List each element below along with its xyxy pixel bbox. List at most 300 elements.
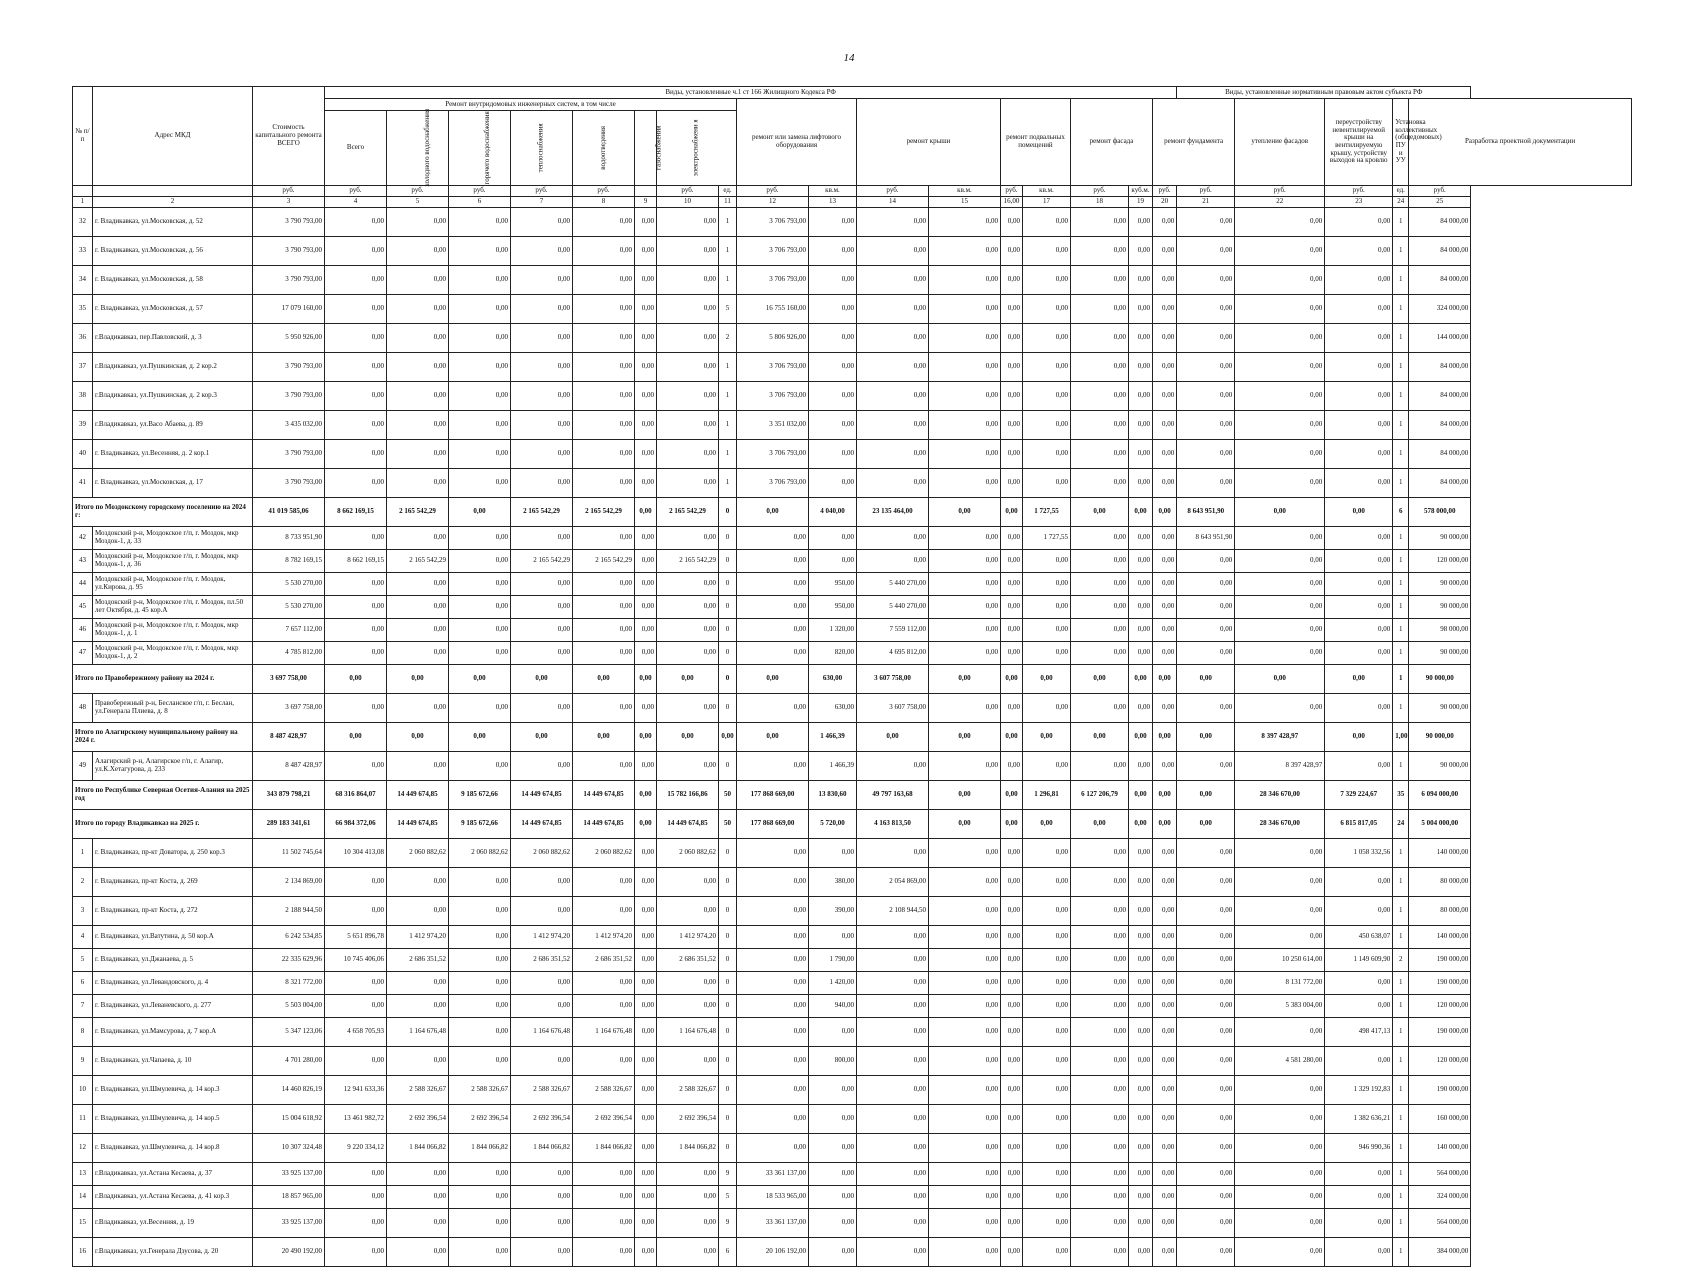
value-cell: 0,00: [449, 573, 511, 596]
value-cell: 0,00: [1177, 694, 1235, 723]
value-cell: 0,00: [449, 723, 511, 752]
value-cell: 0,00: [857, 208, 929, 237]
column-number-cell: 25: [1409, 197, 1471, 208]
value-cell: 0,00: [1235, 1238, 1325, 1267]
value-cell: 9 185 672,66: [449, 810, 511, 839]
value-cell: 8 131 772,00: [1235, 972, 1325, 995]
unit-cell-empty: [93, 186, 253, 197]
value-cell: 0,00: [449, 619, 511, 642]
value-cell: 0,00: [1129, 642, 1153, 665]
value-cell: 2 060 882,62: [387, 839, 449, 868]
value-cell: 0,00: [1023, 949, 1071, 972]
table-row: [73, 353, 1632, 382]
value-cell: 0,00: [325, 642, 387, 665]
value-cell: 6 242 534,85: [253, 926, 325, 949]
header-num: № п/п: [73, 87, 93, 186]
row-number: 39: [73, 411, 93, 440]
value-cell: 0,00: [449, 295, 511, 324]
row-address: Моздокский р-н, Моздокское г/п, г. Моздок, мкр Моздок-1, д. 33: [93, 527, 253, 550]
value-cell: 1 382 636,21: [1325, 1105, 1393, 1134]
row-number: 15: [73, 1209, 93, 1238]
value-cell: 1: [719, 353, 737, 382]
value-cell: 0,00: [809, 926, 857, 949]
value-cell: 0,00: [1071, 897, 1129, 926]
value-cell: 0,00: [1177, 1163, 1235, 1186]
row-address: г. Владикавказ, ул.Весенняя, д. 2 кор.1: [93, 440, 253, 469]
value-cell: 0,00: [1023, 550, 1071, 573]
value-cell: 0,00: [809, 295, 857, 324]
value-cell: 0,00: [657, 995, 719, 1018]
row-number: 47: [73, 642, 93, 665]
value-cell: 0,00: [857, 237, 929, 266]
value-cell: 0,00: [573, 642, 635, 665]
value-cell: 2 686 351,52: [511, 949, 573, 972]
value-cell: 0,00: [387, 1238, 449, 1267]
capital-repair-table: [72, 86, 1632, 1267]
row-number: 35: [73, 295, 93, 324]
value-cell: 0,00: [737, 897, 809, 926]
value-cell: 0,00: [1023, 868, 1071, 897]
value-cell: 0,00: [929, 440, 1001, 469]
value-cell: 5 004 000,00: [1409, 810, 1471, 839]
value-cell: 0,00: [387, 411, 449, 440]
value-cell: 0,00: [809, 440, 857, 469]
value-cell: 0,00: [1153, 1134, 1177, 1163]
value-cell: 84 000,00: [1409, 440, 1471, 469]
value-cell: 0,00: [1325, 596, 1393, 619]
row-address: Алагирский р-н, Алагирское г/п, г. Алагир, ул.К.Хетагурова, д. 233: [93, 752, 253, 781]
value-cell: 6: [719, 1238, 737, 1267]
column-number-cell: 16,00: [1001, 197, 1023, 208]
row-number: 34: [73, 266, 93, 295]
subtotal-label: Итого по Алагирскому муниципальному району на 2024 г.: [73, 723, 253, 752]
value-cell: 8 397 428,97: [1235, 723, 1325, 752]
row-number: 33: [73, 237, 93, 266]
value-cell: 0,00: [449, 498, 511, 527]
value-cell: 950,00: [809, 596, 857, 619]
value-cell: 0,00: [1129, 411, 1153, 440]
table-row: [73, 1047, 1632, 1076]
value-cell: 1 420,00: [809, 972, 857, 995]
column-numbers-row: [73, 197, 1632, 208]
value-cell: 0,00: [1177, 972, 1235, 995]
value-cell: 0,00: [737, 642, 809, 665]
row-number: 41: [73, 469, 93, 498]
value-cell: 0,00: [1129, 1076, 1153, 1105]
value-cell: 0,00: [1235, 237, 1325, 266]
value-cell: 0,00: [1001, 237, 1023, 266]
value-cell: 14 449 674,85: [387, 810, 449, 839]
value-cell: 0,00: [857, 1105, 929, 1134]
table-row: [73, 208, 1632, 237]
value-cell: 0,00: [325, 266, 387, 295]
value-cell: 0,00: [511, 573, 573, 596]
value-cell: 0,00: [857, 1076, 929, 1105]
value-cell: 0,00: [511, 1163, 573, 1186]
value-cell: 0,00: [387, 752, 449, 781]
value-cell: 0,00: [573, 694, 635, 723]
value-cell: 0,00: [387, 642, 449, 665]
value-cell: 177 868 669,00: [737, 781, 809, 810]
value-cell: 0,00: [573, 266, 635, 295]
value-cell: 0,00: [657, 694, 719, 723]
value-cell: 9: [719, 1163, 737, 1186]
value-cell: 0,00: [387, 324, 449, 353]
value-cell: 3 790 793,00: [253, 440, 325, 469]
value-cell: 3 706 793,00: [737, 353, 809, 382]
value-cell: 0,00: [657, 1238, 719, 1267]
value-cell: 0,00: [929, 1076, 1001, 1105]
header-design: Разработка проектной документации: [1409, 99, 1632, 186]
value-cell: 23 135 464,00: [857, 498, 929, 527]
value-cell: 0,00: [809, 469, 857, 498]
value-cell: 0,00: [1177, 573, 1235, 596]
value-cell: 0,00: [1023, 295, 1071, 324]
value-cell: 0,00: [1001, 1163, 1023, 1186]
row-number: 43: [73, 550, 93, 573]
value-cell: 0,00: [1023, 1163, 1071, 1186]
value-cell: 5 720,00: [809, 810, 857, 839]
unit-cell: руб.: [857, 186, 929, 197]
value-cell: 28 346 670,00: [1235, 781, 1325, 810]
unit-cell: руб.: [253, 186, 325, 197]
value-cell: 0,00: [1129, 949, 1153, 972]
value-cell: 0,00: [573, 1238, 635, 1267]
value-cell: 0,00: [573, 1186, 635, 1209]
value-cell: 950,00: [809, 573, 857, 596]
value-cell: 50: [719, 810, 737, 839]
value-cell: 2 165 542,29: [657, 498, 719, 527]
value-cell: 0,00: [325, 972, 387, 995]
value-cell: 0,00: [1129, 897, 1153, 926]
value-cell: 564 000,00: [1409, 1163, 1471, 1186]
value-cell: 0,00: [1153, 972, 1177, 995]
value-cell: 0,00: [1001, 1209, 1023, 1238]
value-cell: 0,00: [387, 897, 449, 926]
value-cell: 0,00: [737, 1047, 809, 1076]
value-cell: 0,00: [737, 550, 809, 573]
value-cell: 0,00: [325, 596, 387, 619]
value-cell: 0,00: [511, 324, 573, 353]
column-number-cell: 24: [1393, 197, 1409, 208]
value-cell: 0,00: [573, 665, 635, 694]
row-address: г. Владикавказ, ул.Джанаева, д. 5: [93, 949, 253, 972]
unit-cell: кв.м.: [809, 186, 857, 197]
value-cell: 14 460 826,19: [253, 1076, 325, 1105]
value-cell: 49 797 163,68: [857, 781, 929, 810]
value-cell: 0,00: [737, 1018, 809, 1047]
column-number-cell: 11: [719, 197, 737, 208]
value-cell: 0,00: [929, 972, 1001, 995]
value-cell: 3 790 793,00: [253, 353, 325, 382]
value-cell: 0,00: [573, 237, 635, 266]
value-cell: 0,00: [573, 972, 635, 995]
value-cell: 1: [1393, 926, 1409, 949]
value-cell: 0,00: [1153, 353, 1177, 382]
value-cell: 33 925 137,00: [253, 1209, 325, 1238]
value-cell: 84 000,00: [1409, 382, 1471, 411]
value-cell: 1: [1393, 1163, 1409, 1186]
value-cell: 0,00: [635, 868, 657, 897]
value-cell: 0,00: [449, 1209, 511, 1238]
value-cell: 0,00: [809, 1105, 857, 1134]
value-cell: 1 320,00: [809, 619, 857, 642]
value-cell: 10 250 614,00: [1235, 949, 1325, 972]
value-cell: 0,00: [1129, 752, 1153, 781]
value-cell: 0,00: [1001, 353, 1023, 382]
table-row: [73, 642, 1632, 665]
value-cell: 2 165 542,29: [573, 498, 635, 527]
column-number-cell: 19: [1129, 197, 1153, 208]
value-cell: 1 727,55: [1023, 498, 1071, 527]
unit-cell: куб.м.: [1129, 186, 1153, 197]
row-number: 10: [73, 1076, 93, 1105]
value-cell: 0,00: [1129, 1047, 1153, 1076]
value-cell: 0,00: [387, 469, 449, 498]
value-cell: 0,00: [573, 1163, 635, 1186]
value-cell: 0,00: [1177, 839, 1235, 868]
value-cell: 3 607 758,00: [857, 694, 929, 723]
value-cell: 0,00: [1153, 781, 1177, 810]
table-row: [73, 839, 1632, 868]
value-cell: 0,00: [449, 972, 511, 995]
value-cell: 0,00: [657, 1186, 719, 1209]
value-cell: 0,00: [1177, 949, 1235, 972]
value-cell: 0,00: [929, 573, 1001, 596]
value-cell: 0,00: [449, 208, 511, 237]
value-cell: 0,00: [1325, 642, 1393, 665]
value-cell: 0,00: [737, 949, 809, 972]
row-address: г. Владикавказ, пр-кт Доватора, д. 250 кор.3: [93, 839, 253, 868]
unit-cell: ед.: [719, 186, 737, 197]
row-address: г. Владикавказ, пр-кт Коста, д. 272: [93, 897, 253, 926]
value-cell: 0,00: [857, 752, 929, 781]
value-cell: 8 397 428,97: [1235, 752, 1325, 781]
value-cell: 0,00: [635, 208, 657, 237]
value-cell: 0,00: [1325, 382, 1393, 411]
value-cell: 190 000,00: [1409, 972, 1471, 995]
value-cell: 0,00: [809, 1209, 857, 1238]
value-cell: 0,00: [1325, 1047, 1393, 1076]
value-cell: 946 990,36: [1325, 1134, 1393, 1163]
value-cell: 8 643 951,90: [1177, 527, 1235, 550]
value-cell: 0,00: [737, 995, 809, 1018]
column-number-cell: 15: [929, 197, 1001, 208]
value-cell: 0,00: [387, 1209, 449, 1238]
value-cell: 0: [719, 868, 737, 897]
value-cell: 0,00: [449, 353, 511, 382]
value-cell: 0,00: [1177, 1105, 1235, 1134]
table-row: [73, 995, 1632, 1018]
value-cell: 0,00: [1071, 498, 1129, 527]
value-cell: 0,00: [325, 665, 387, 694]
value-cell: 0,00: [573, 324, 635, 353]
value-cell: 0,00: [1325, 469, 1393, 498]
value-cell: 1: [1393, 411, 1409, 440]
value-cell: 0,00: [573, 723, 635, 752]
value-cell: 0: [719, 573, 737, 596]
table-row: [73, 573, 1632, 596]
value-cell: 0: [719, 1018, 737, 1047]
value-cell: 0,00: [449, 665, 511, 694]
value-cell: 1 844 066,82: [657, 1134, 719, 1163]
value-cell: 0,00: [511, 527, 573, 550]
value-cell: 3 706 793,00: [737, 382, 809, 411]
value-cell: 6 094 000,00: [1409, 781, 1471, 810]
value-cell: 0,00: [449, 868, 511, 897]
row-address: г. Владикавказ, ул.Леваневского, д. 277: [93, 995, 253, 1018]
value-cell: 0,00: [857, 1186, 929, 1209]
value-cell: 0,00: [809, 382, 857, 411]
value-cell: 120 000,00: [1409, 1047, 1471, 1076]
value-cell: 0,00: [1129, 440, 1153, 469]
value-cell: 0,00: [1177, 1238, 1235, 1267]
value-cell: 324 000,00: [1409, 1186, 1471, 1209]
value-cell: 0,00: [573, 440, 635, 469]
value-cell: 2 108 944,50: [857, 897, 929, 926]
value-cell: 0,00: [929, 781, 1001, 810]
value-cell: 0,00: [387, 1047, 449, 1076]
subtotal-label: Итого по городу Владикавказ на 2025 г.: [73, 810, 253, 839]
value-cell: 16 755 160,00: [737, 295, 809, 324]
value-cell: 0,00: [1177, 926, 1235, 949]
value-cell: 0,00: [635, 781, 657, 810]
value-cell: 2 588 326,67: [449, 1076, 511, 1105]
column-number-cell: 18: [1071, 197, 1129, 208]
table-row: [73, 868, 1632, 897]
value-cell: 8 487 428,97: [253, 723, 325, 752]
table-row: [73, 1105, 1632, 1134]
value-cell: 1: [1393, 1047, 1409, 1076]
value-cell: 0,00: [1001, 949, 1023, 972]
value-cell: 0,00: [387, 382, 449, 411]
value-cell: 0,00: [1071, 665, 1129, 694]
value-cell: 0,00: [511, 382, 573, 411]
value-cell: 3 351 032,00: [737, 411, 809, 440]
row-number: 4: [73, 926, 93, 949]
subtotal-row: [73, 498, 1632, 527]
value-cell: 0,00: [635, 527, 657, 550]
value-cell: 0,00: [737, 1134, 809, 1163]
value-cell: 0: [719, 694, 737, 723]
value-cell: 5 383 004,00: [1235, 995, 1325, 1018]
value-cell: 0,00: [1153, 694, 1177, 723]
value-cell: 384 000,00: [1409, 1238, 1471, 1267]
value-cell: 0,00: [635, 1163, 657, 1186]
value-cell: 1: [1393, 897, 1409, 926]
value-cell: 0,00: [1153, 295, 1177, 324]
value-cell: 1: [1393, 642, 1409, 665]
value-cell: 0,00: [511, 440, 573, 469]
value-cell: 1 149 609,90: [1325, 949, 1393, 972]
value-cell: 0,00: [809, 527, 857, 550]
value-cell: 0,00: [929, 810, 1001, 839]
value-cell: 0,00: [635, 995, 657, 1018]
value-cell: 4 695 812,00: [857, 642, 929, 665]
value-cell: 0: [719, 1047, 737, 1076]
value-cell: 1: [719, 411, 737, 440]
value-cell: 28 346 670,00: [1235, 810, 1325, 839]
table-row: [73, 694, 1632, 723]
value-cell: 0,00: [387, 694, 449, 723]
value-cell: 0,00: [449, 897, 511, 926]
row-number: 48: [73, 694, 93, 723]
value-cell: 0,00: [1023, 619, 1071, 642]
column-number-cell: 2: [93, 197, 253, 208]
value-cell: 0,00: [635, 266, 657, 295]
value-cell: 0,00: [573, 752, 635, 781]
value-cell: 0,00: [325, 723, 387, 752]
table-row: [73, 237, 1632, 266]
value-cell: 0,00: [1177, 208, 1235, 237]
value-cell: 0,00: [1071, 382, 1129, 411]
value-cell: 0,00: [1153, 752, 1177, 781]
value-cell: 0,00: [1071, 949, 1129, 972]
value-cell: 0,00: [573, 295, 635, 324]
value-cell: 0,00: [1235, 382, 1325, 411]
value-cell: 0,00: [387, 1163, 449, 1186]
value-cell: 0,00: [809, 353, 857, 382]
header-meters: Установка коллективных (общедомовых) ПУ и УУ: [1393, 99, 1409, 186]
value-cell: 0,00: [1001, 1076, 1023, 1105]
table-row: [73, 926, 1632, 949]
value-cell: 0,00: [1153, 665, 1177, 694]
row-address: г.Владикавказ, ул.Пушкинская, д. 2 кор.3: [93, 382, 253, 411]
value-cell: 3 706 793,00: [737, 237, 809, 266]
value-cell: 0,00: [857, 1238, 929, 1267]
value-cell: 0,00: [1001, 839, 1023, 868]
value-cell: 50: [719, 781, 737, 810]
value-cell: 14 449 674,85: [511, 781, 573, 810]
value-cell: 0: [719, 665, 737, 694]
value-cell: 4 163 813,50: [857, 810, 929, 839]
value-cell: 0,00: [1001, 527, 1023, 550]
value-cell: 0,00: [1325, 1186, 1393, 1209]
value-cell: 0,00: [1071, 469, 1129, 498]
value-cell: 0,00: [449, 596, 511, 619]
header-group-inner: Ремонт внутридомовых инженерных систем, в том числе: [325, 99, 737, 111]
value-cell: 0,00: [449, 995, 511, 1018]
value-cell: 0,00: [511, 723, 573, 752]
value-cell: 0,00: [1235, 839, 1325, 868]
value-cell: 0,00: [511, 353, 573, 382]
value-cell: 90 000,00: [1409, 596, 1471, 619]
value-cell: 0,00: [511, 642, 573, 665]
value-cell: 0,00: [635, 1018, 657, 1047]
value-cell: 0,00: [1235, 1018, 1325, 1047]
value-cell: 0,00: [1001, 781, 1023, 810]
value-cell: 0,00: [1325, 1209, 1393, 1238]
value-cell: 0,00: [573, 573, 635, 596]
value-cell: 2 165 542,29: [657, 550, 719, 573]
value-cell: 0,00: [657, 642, 719, 665]
value-cell: 0,00: [1177, 1209, 1235, 1238]
value-cell: 0,00: [1023, 1105, 1071, 1134]
value-cell: 0,00: [1001, 972, 1023, 995]
value-cell: 0,00: [809, 411, 857, 440]
value-cell: 0,00: [657, 295, 719, 324]
row-number: 40: [73, 440, 93, 469]
value-cell: 0,00: [657, 868, 719, 897]
column-number-cell: 17: [1023, 197, 1071, 208]
value-cell: 0,00: [1235, 324, 1325, 353]
value-cell: 0,00: [1129, 665, 1153, 694]
value-cell: 0,00: [1325, 1238, 1393, 1267]
value-cell: 1: [1393, 237, 1409, 266]
value-cell: 1,00: [1393, 723, 1409, 752]
value-cell: 24: [1393, 810, 1409, 839]
value-cell: 0,00: [929, 642, 1001, 665]
